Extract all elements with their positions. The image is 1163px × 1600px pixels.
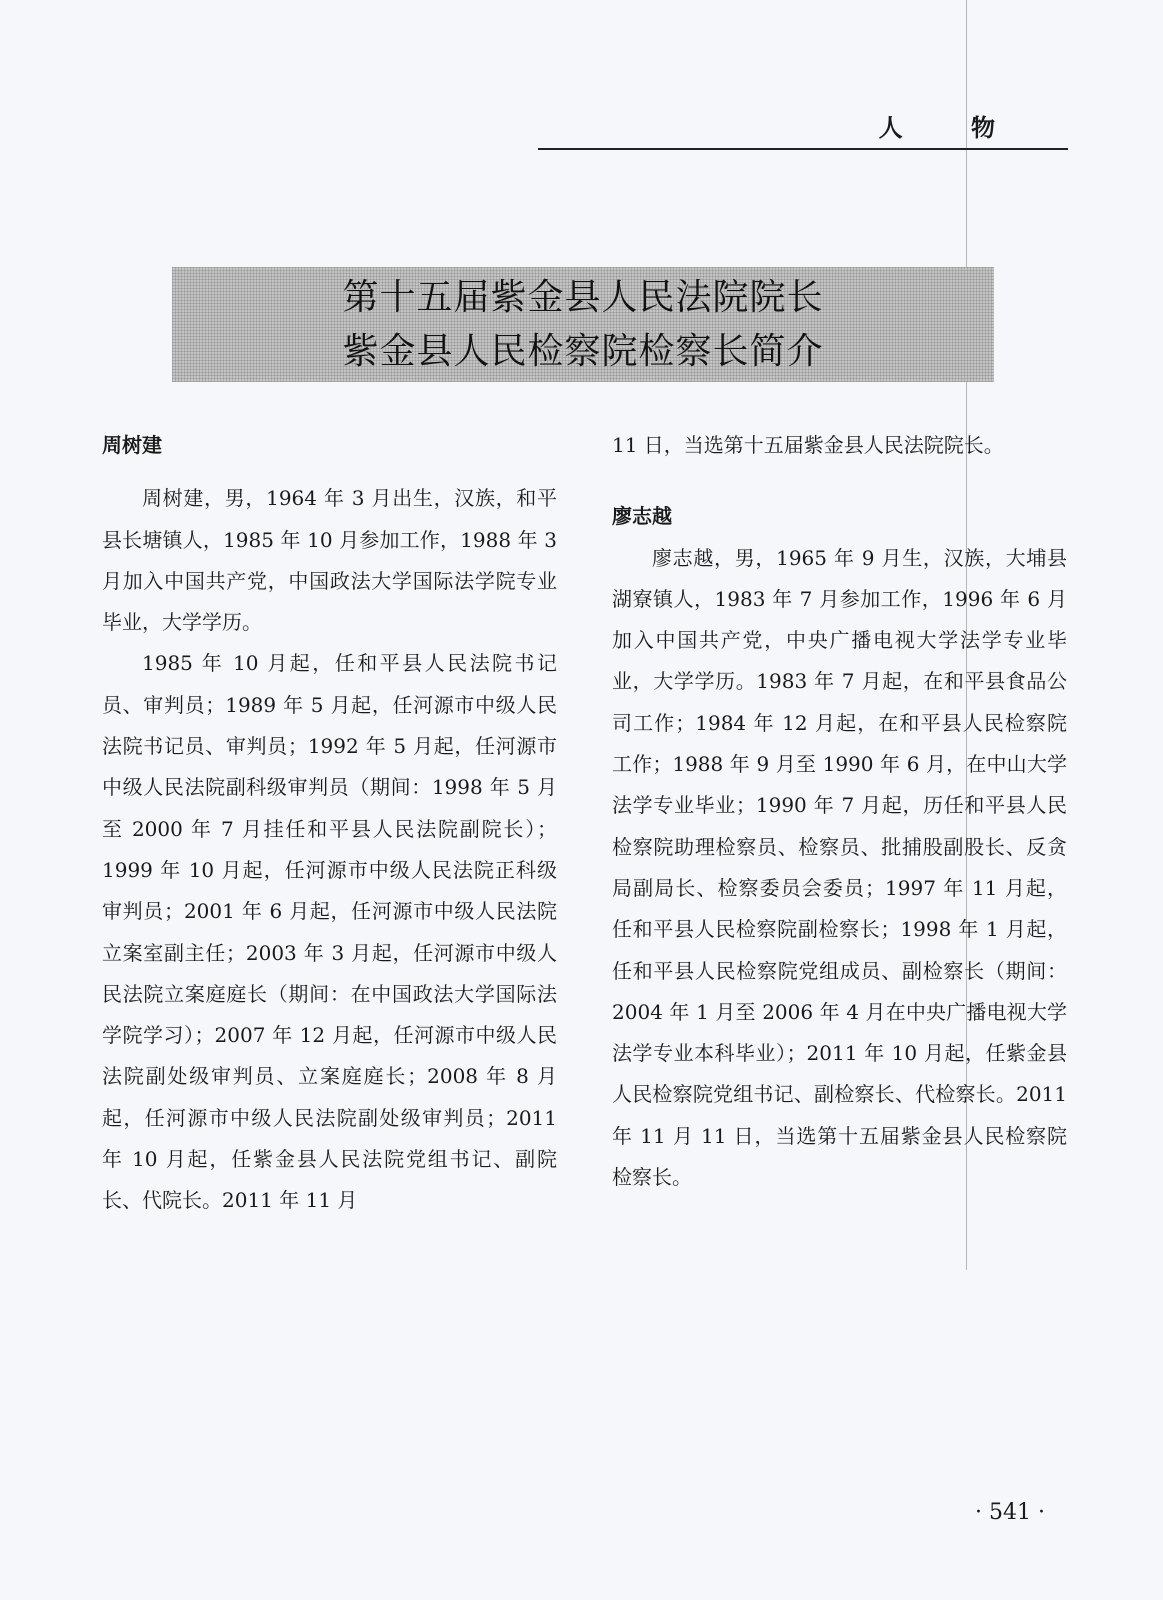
person-name-liao: 廖志越 [612, 504, 672, 529]
page-number: · 541 · [975, 1500, 1045, 1525]
left-column [102, 425, 557, 1222]
person-name-zhou: 周树建 [102, 433, 162, 457]
bio-paragraph-zhou-1: 周树建，男，1964 年 3 月出生，汉族，和平县长塘镇人，1985 年 10 月参加工作，1988 年 3 月加入中国共产党，中国政法大学国际法学院专业毕业，大学学历。 [102, 486, 557, 635]
title-line-1: 第十五届紫金县人民法院院长 [342, 276, 824, 318]
title-box [172, 267, 994, 382]
right-column [612, 425, 1067, 1198]
bio-paragraph-liao-1: 廖志越，男，1965 年 9 月生，汉族，大埔县湖寮镇人，1983 年 7 月参加工作，1996 年 6 月加入中国共产党，中央广播电视大学法学专业毕业，大学学历。1983 年 7 月起，在和平县食品公司工作；1984 年 12 月起，在和平县人民检察院工作；1988 年 9 月至 1990 年 6 月，在中山大学法学专业毕业；1990 年 7 月起，历任和平县人民检察院助理检察员、检察员、批捕股副股长、反贪局副局长、检察委员会委员；1997 年 11 月起，任和平县人民检察院副检察长；1998 年 1 月起，任和平县人民检察院党组成员、副检察长（期间：2004 年 1 月至 2006 年 4 月在中央广播电视大学法学专业本科毕业）；2011 年 10 月起，任紫金县人民检察院党组书记、副检察长、代检察长。2011 年 11 月 11 日，当选第十五届紫金县人民检察院检察长。 [612, 545, 1067, 1190]
title-line-2: 紫金县人民检察院检察长简介 [342, 330, 824, 372]
bio-paragraph-zhou-2: 1985 年 10 月起，任和平县人民法院书记员、审判员；1989 年 5 月起，任河源市中级人民法院书记员、审判员；1992 年 5 月起，任河源市中级人民法院副科级审判员（期间：1998 年 5 月至 2000 年 7 月挂任和平县人民法院副院长）；1999 年 10 月起，任河源市中级人民法院正科级审判员；2001 年 6 月起，任河源市中级人民法院立案室副主任；2003 年 3 月起，任河源市中级人民法院立案庭庭长（期间：在中国政法大学国际法学院学习）；2007 年 12 月起，任河源市中级人民法院副处级审判员、立案庭庭长；2008 年 8 月起，任河源市中级人民法院副处级审判员；2011 年 10 月起，任紫金县人民法院党组书记、副院长、代院长。2011 年 11 月 [102, 651, 557, 1213]
header-rule [538, 148, 1068, 150]
section-label: 人 物 [878, 114, 1025, 142]
bio-continuation-zhou: 11 日，当选第十五届紫金县人民法院院长。 [612, 433, 1004, 457]
